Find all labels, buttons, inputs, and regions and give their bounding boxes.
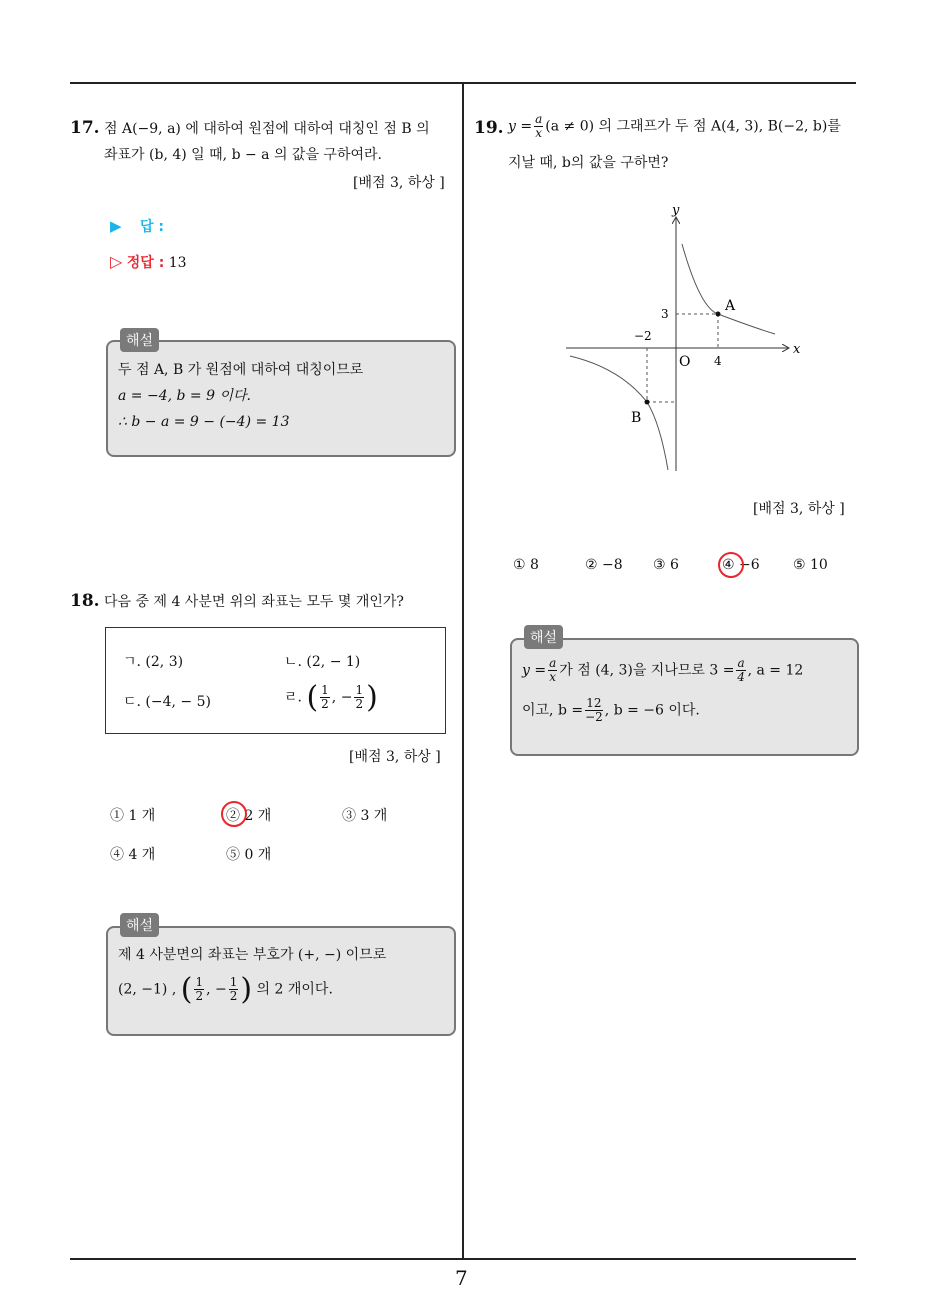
- q17-explanation-tag: 해설: [120, 328, 159, 352]
- q17-expl-line2: a = −4, b = 9 이다.: [118, 388, 251, 404]
- q18-option-d-frac1: $\frac{1}{2}$: [321, 683, 329, 711]
- x-axis-label: x: [793, 342, 801, 357]
- q18-number: 18.: [70, 591, 100, 611]
- q18-grade: [배점 3, 하상 ]: [349, 749, 441, 765]
- q19-explanation-tag: 해설: [524, 625, 563, 649]
- q18-expl-frac1: $\frac{1}{2}$: [195, 975, 204, 1003]
- answer-arrow-icon: ▶: [110, 217, 122, 235]
- y-axis-label: y: [672, 203, 680, 218]
- q18-choice-1[interactable]: ① 1 개: [110, 808, 156, 824]
- q18-expl-line1: 제 4 사분면의 좌표는 부호가 (+, −) 이므로: [118, 947, 387, 963]
- correct-arrow-icon: ▷: [110, 252, 123, 271]
- q17-text-line2: 좌표가 (b, 4) 일 때, b − a 의 값을 구하여라.: [104, 147, 382, 163]
- q17-correct-row: [110, 252, 187, 272]
- tick-4-label: 4: [714, 354, 722, 368]
- q18-expl-line2: (2, −1) , ( $\frac{1}{2}$ , − $\frac{1}{2}$ ) 의 2 개이다.: [118, 972, 333, 1007]
- q17-correct-label: 정답 :: [126, 255, 165, 271]
- q19-expl-line1: y = $\frac{a}{x}$ 가 점 (4, 3)을 지나므로 3 = $\frac{a}{4}$ , a = 12: [522, 656, 804, 684]
- q19-expl-frac1: $\frac{a}{x}$: [549, 656, 557, 684]
- q19-text-line1: y = $\frac{a}{x}$ (a ≠ 0) 의 그래프가 두 점 A(4, 3), B(−2, b)를: [508, 112, 841, 140]
- point-b-label: B: [631, 410, 642, 426]
- q17-expl-line3: ∴ b − a = 9 − (−4) = 13: [118, 414, 290, 430]
- origin-label: O: [679, 354, 691, 370]
- q19-graph: [560, 198, 820, 478]
- q19-choice-5[interactable]: ⑤ 10: [793, 557, 828, 573]
- q18-choice-2[interactable]: ② 2 개: [226, 808, 272, 824]
- q19-choice-3[interactable]: ③ 6: [653, 557, 679, 573]
- curve-q1: [682, 244, 775, 334]
- q18-option-d-frac2: $\frac{1}{2}$: [355, 683, 364, 711]
- q17-grade: [배점 3, 하상 ]: [353, 175, 445, 191]
- q18-explanation-tag: 해설: [120, 913, 159, 937]
- page-number: 7: [455, 1266, 468, 1290]
- q19-choice-1[interactable]: ① 8: [513, 557, 539, 573]
- q18-option-d: ㄹ. ( $\frac{1}{2}$ , − $\frac{1}{2}$ ): [284, 680, 378, 715]
- q18-option-b: ㄴ. (2, − 1): [284, 654, 361, 670]
- q19-expl-frac2: $\frac{a}{4}$: [737, 656, 745, 684]
- q18-choice-3[interactable]: ③ 3 개: [342, 808, 388, 824]
- q18-choice-5[interactable]: ⑤ 0 개: [226, 847, 272, 863]
- point-a-dot: [716, 312, 721, 317]
- point-b-dot: [645, 400, 650, 405]
- q18-option-a: ㄱ. (2, 3): [123, 654, 184, 670]
- q17-correct-value: 13: [168, 255, 187, 271]
- q18-option-c: ㄷ. (−4, − 5): [123, 694, 211, 710]
- tick-3-label: 3: [661, 307, 669, 321]
- curve-q3: [570, 356, 668, 470]
- q18-option-d-prefix: ㄹ.: [284, 689, 302, 706]
- tick-neg2-label: −2: [634, 329, 652, 343]
- q19-grade: [배점 3, 하상 ]: [753, 501, 845, 517]
- q17-text-line1: 점 A(−9, a) 에 대하여 원점에 대하여 대칭인 점 B 의: [104, 121, 430, 137]
- q18-choice-4[interactable]: ④ 4 개: [110, 847, 156, 863]
- q17-number: 17.: [70, 118, 100, 138]
- column-divider: [462, 82, 464, 1259]
- q17-answer-label: 답 :: [140, 219, 164, 235]
- q19-frac: $\frac{a}{x}$: [535, 112, 543, 140]
- q19-choice-4[interactable]: ④ −6: [722, 557, 760, 573]
- q18-options-box: [105, 627, 446, 734]
- q18-text: 다음 중 제 4 사분면 위의 좌표는 모두 몇 개인가?: [104, 594, 404, 610]
- q19-choice-2[interactable]: ② −8: [585, 557, 623, 573]
- q19-text-line2: 지날 때, b의 값을 구하면?: [508, 155, 669, 171]
- q19-expl-line2: 이고, b = $\frac{12}{-2}$ , b = −6 이다.: [522, 696, 700, 724]
- q19-number: 19.: [474, 118, 504, 138]
- q17-answer-row: [110, 216, 164, 236]
- q19-selected-mark: [718, 552, 744, 578]
- bottom-rule: [70, 1258, 856, 1260]
- point-a-label: A: [725, 298, 736, 314]
- q17-expl-line1: 두 점 A, B 가 원점에 대하여 대칭이므로: [118, 362, 364, 378]
- q18-selected-mark: [221, 801, 247, 827]
- q19-expl-frac3: $\frac{12}{-2}$: [585, 696, 603, 724]
- q18-expl-frac2: $\frac{1}{2}$: [229, 975, 238, 1003]
